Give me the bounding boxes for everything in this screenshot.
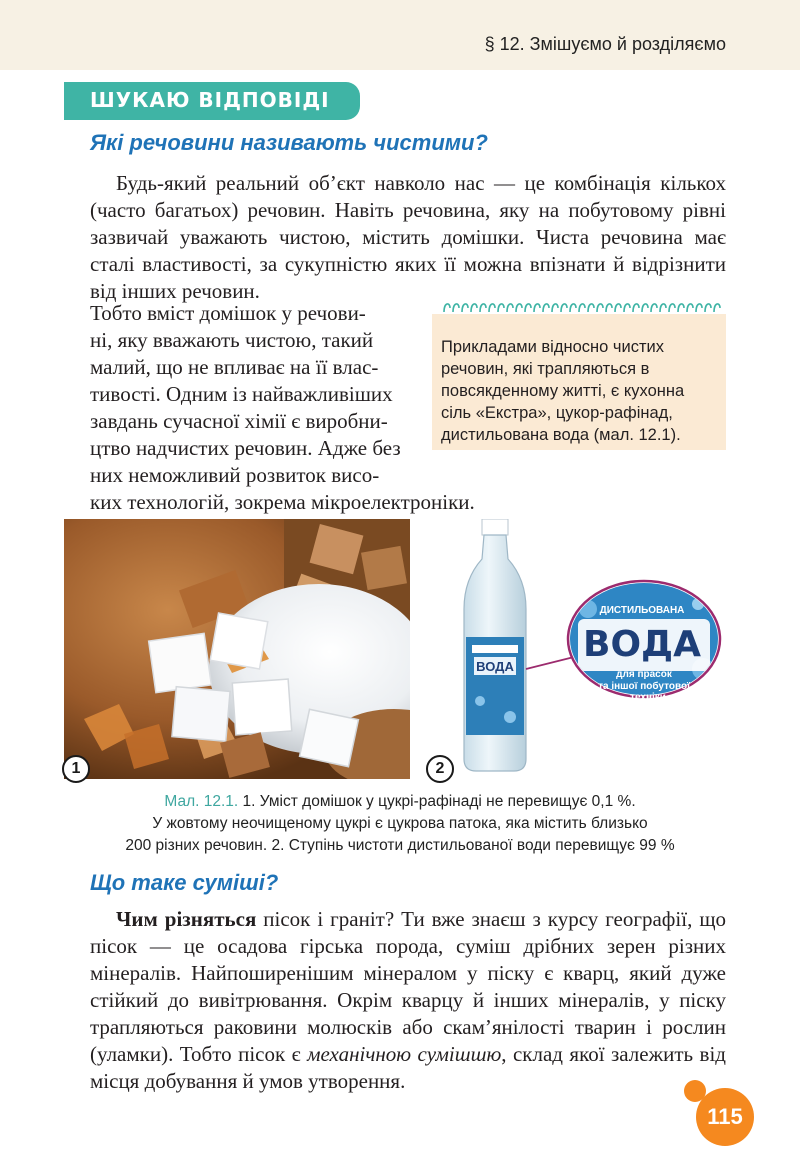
bottle-zoom-top: ДИСТИЛЬОВАНА (599, 605, 685, 616)
caption-line-2: У жовтому неочищеному цукрі є цукрова патока, яка містить близько (152, 815, 648, 832)
caption-line-3: 200 різних речовин. 2. Ступінь чистоти дистильованої води перевищує 99 % (125, 837, 675, 854)
page-number: 115 (696, 1088, 754, 1146)
paragraph-mixtures (90, 906, 726, 1095)
section-banner (64, 82, 360, 120)
paragraph-line: Тобто вміст домішок у речови- (90, 301, 366, 325)
paragraph-pure-substances: Будь-який реальний об’єкт навколо нас — це комбінація кількох (часто багатьох) речовин. Навіть речовина, яку на побутовому рівні зазвичай уважають чистою, містить домішки. Чиста речовина має сталі властивості, за сукупністю яких її можна впізнати й відрізнити від інших речовин. (90, 171, 726, 303)
bottle-zoom-line2: та іншої побутової (598, 681, 690, 692)
caption-line-1 (66, 791, 734, 813)
paragraph-line: них неможливий розвиток висо- (90, 463, 380, 487)
paragraph-line: ні, яку вважають чистою, такий (90, 328, 374, 352)
caption-label: Мал. 12.1. (164, 793, 239, 810)
paragraph-text-1: пісок і граніт? Ти вже знаєш з курсу географії, що пісок — це осадова гірська порода, суміш дрібних зерен різних мінералів. Найпоширенішим мінералом у піску є кварц, який дуже стійкий до вивітрювання. Окрім кварцу й інших мінералів, у піску трапляються раковини молюсків або скам’янілості тварин і рослин (уламки). Тобто пісок є (90, 907, 726, 1066)
paragraph-line: цтво надчистих речовин. Адже без (90, 436, 401, 460)
bottle-label-text: ВОДА (476, 659, 514, 674)
caption-text-1: 1. Уміст домішок у цукрі-рафінаді не перевищує 0,1 %. (238, 793, 636, 810)
sugar-photo (64, 519, 410, 779)
paragraph-line: завдань сучасної хімії є виробни- (90, 409, 388, 433)
figure-badge-1: 1 (62, 755, 90, 783)
figure-badge-2: 2 (426, 755, 454, 783)
paragraph-line: ких технологій, зокрема мікроелектроніки. (90, 490, 475, 514)
distilled-water-photo (428, 519, 734, 779)
paragraph-line: тивості. Одним із найважливіших (90, 382, 393, 406)
notebook-spiral-icon (440, 300, 724, 314)
note-text: Прикладами відносно чистих речовин, які трапляються в повсякденному житті, є кухонна сіль «Екстра», цукор-рафінад, дистильована вода (мал. 12.1). (441, 338, 685, 444)
section-banner-label: ШУКАЮ ВІДПОВІДІ (90, 88, 330, 112)
question-heading-mixtures: Що таке суміші? (90, 870, 279, 895)
paragraph-line: малий, що не впливає на її влас- (90, 355, 379, 379)
chapter-title: § 12. Змішуємо й розділяємо (484, 34, 726, 54)
figure-caption (66, 791, 734, 857)
bottle-zoom-line1: для прасок (616, 669, 672, 680)
bottle-zoom-line3: техніки (630, 692, 666, 703)
bottle-zoom-main: ВОДА (583, 624, 701, 665)
paragraph-bold-start: Чим різняться (116, 907, 257, 931)
paragraph-text-2: , склад якої залежить від місця добування й умов утворення. (90, 1042, 726, 1093)
paragraph-italic-term: механічною сумішшю (307, 1042, 502, 1066)
question-heading-pure-substances: Які речовини називають чистими? (90, 130, 488, 155)
